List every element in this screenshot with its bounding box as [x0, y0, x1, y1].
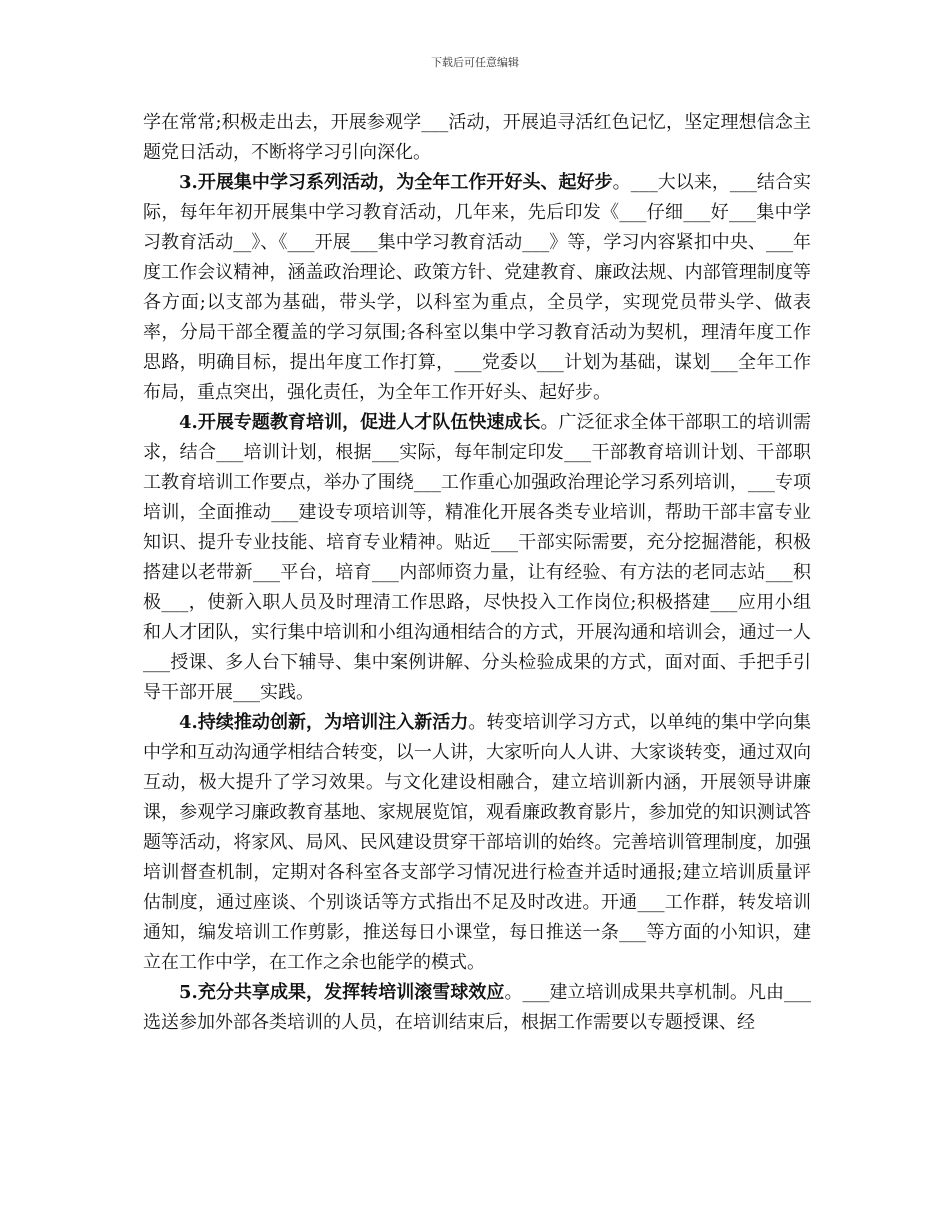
paragraph-heading: 3.开展集中学习系列活动，为全年工作开好头、起好步 — [179, 172, 613, 193]
paragraph-heading: 4.持续推动创新，为培训注入新活力 — [179, 712, 469, 733]
paragraph-body: 。___建立培训成果共享机制。凡由___选送参加外部各类培训的人员，在培训结束后，根据工作需要以专题授课、经 — [143, 982, 811, 1033]
paragraph-item-5 — [143, 978, 811, 1038]
paragraph-body: 。___大以来，___结合实际，每年年初开展集中学习教育活动，几年来，先后印发《___仔细___好___集中学习教育活动__》、《___开展___集中学习教育活动___》等，学习内容紧扣中央、___年度工作会议精神，涵盖政治理论、政策方针、党建教育、廉政法规、内部管理制度等各方面;以支部为基础，带头学，以科室为重点，全员学，实现党员带头学、做表率，分局干部全覆盖的学习氛围;各科室以集中学习教育活动为契机，理清年度工作思路，明确目标，提出年度工作打算，___党委以___计划为基础，谋划___全年工作布局，重点突出，强化责任，为全年工作开好头、起好步。 — [143, 172, 811, 403]
paragraph-body: 学在常常;积极走出去，开展参观学___活动，开展追寻活红色记忆，坚定理想信念主题党日活动，不断将学习引向深化。 — [143, 112, 811, 163]
paragraph-continued — [143, 108, 811, 168]
paragraph-body: 。转变培训学习方式，以单纯的集中学向集中学和互动沟通学相结合转变，以一人讲，大家听向人人讲、大家谈转变，通过双向互动，极大提升了学习效果。与文化建设相融合，建立培训新内涵，开展领导讲廉课，参观学习廉政教育基地、家规展览馆，观看廉政教育影片，参加党的知识测试答题等活动，将家风、局风、民风建设贯穿干部培训的始终。完善培训管理制度，加强培训督查机制，定期对各科室各支部学习情况进行检查并适时通报;建立培训质量评估制度，通过座谈、个别谈话等方式指出不足及时改进。开通___工作群，转发培训通知，编发培训工作剪影，推送每日小课堂，每日推送一条___等方面的小知识，建立在工作中学，在工作之余也能学的模式。 — [143, 712, 811, 973]
paragraph-item-4b — [143, 708, 811, 978]
paragraph-heading: 5.充分共享成果，发挥转培训滚雪球效应 — [179, 982, 505, 1003]
paragraph-body: 。广泛征求全体干部职工的培训需求，结合___培训计划，根据___实际，每年制定印发___干部教育培训计划、干部职工教育培训工作要点，举办了围绕___工作重心加强政治理论学习系列培训，___专项培训，全面推动___建设专项培训等，精准化开展各类专业培训，帮助干部丰富专业知识、提升专业技能、培育专业精神。贴近___干部实际需要，充分挖掘潜能，积极搭建以老带新___平台，培育___内部师资力量，让有经验、有方法的老同志站___积极___，使新入职人员及时理清工作思路，尽快投入工作岗位;积极搭建___应用小组和人才团队，实行集中培训和小组沟通相结合的方式，开展沟通和培训会，通过一人___授课、多人台下辅导、集中案例讲解、分头检验成果的方式，面对面、手把手引导干部开展___实践。 — [143, 412, 811, 703]
paragraph-heading: 4.开展专题教育培训，促进人才队伍快速成长 — [179, 412, 541, 433]
document-body — [143, 108, 811, 1038]
paragraph-item-4a — [143, 408, 811, 708]
paragraph-item-3 — [143, 168, 811, 408]
page-header: 下载后可任意编辑 — [431, 56, 519, 69]
